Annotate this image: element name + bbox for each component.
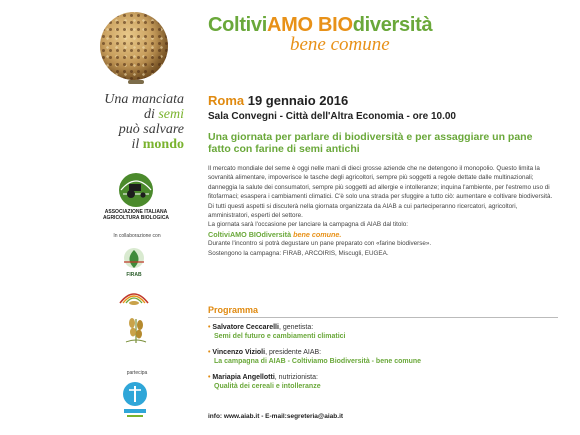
tagline-seed: semi <box>158 107 184 122</box>
tagline-line-3: può salvare <box>118 122 184 137</box>
tagline <box>74 92 184 152</box>
miscugli-logo <box>122 313 150 345</box>
paragraph-3: La giornata sarà l'occasione per lanciare la campagna di AIAB dal titolo: <box>208 221 409 229</box>
collaboration-label: In collaborazione con <box>113 233 161 239</box>
aiab-name-line-2: AGRICOLTURA BIOLOGICA <box>102 215 170 221</box>
speaker-item <box>208 373 508 391</box>
title-part-3: BIO <box>312 14 353 36</box>
speaker-talk: Qualità dei cereali e intolleranze <box>214 383 321 390</box>
main-content <box>200 0 575 435</box>
firab-logo <box>118 246 150 272</box>
tagline-il: il <box>131 137 143 152</box>
tagline-di: di <box>143 107 159 122</box>
event-day: 19 gennaio 2016 <box>247 93 349 108</box>
campaign-subtitle: bene comune <box>290 34 390 55</box>
speaker-role: , genetista: <box>278 324 314 331</box>
paragraph-2: Di tutti questi aspetti si discuterà nella giornata organizzata da AIAB a cui parteciperanno ricercatori, agricoltori, amministratori, esperti del settore. <box>208 202 518 220</box>
speaker-item <box>208 348 508 366</box>
speaker-talk: Semi del futuro e cambiamenti climatici <box>214 333 346 340</box>
participates-label: partecipa <box>126 370 148 376</box>
tagline-world: mondo <box>142 137 184 152</box>
bullet-icon: • <box>208 374 211 381</box>
seed-texture <box>100 12 168 80</box>
campaign-call <box>208 230 560 239</box>
speaker-name: Vincenzo Vizioli <box>212 349 266 356</box>
aiab-name-line-1: ASSOCIAZIONE ITALIANA <box>104 209 168 215</box>
firab-label: FIRAB <box>126 272 142 278</box>
title-part-1: Coltivi <box>208 14 268 36</box>
bullet-icon: • <box>208 324 211 331</box>
speaker-item <box>208 323 508 341</box>
arcoiris-logo <box>116 285 152 307</box>
speaker-talk: La campagna di AIAB - Coltiviamo Biodiversità - bene comune <box>214 358 422 365</box>
campaign-call-italic: bene comune. <box>293 229 342 239</box>
speaker-name: Mariapia Angellotti <box>212 374 275 381</box>
paragraph-5: Sostengono la campagna: FIRAB, ARCOIRIS, Miscugli, EUGEA. <box>208 249 389 257</box>
left-column <box>0 0 185 435</box>
campaign-call-main: ColtiviAMO BIOdiversità <box>208 229 294 239</box>
aiab-tractor-logo <box>113 170 159 208</box>
event-venue: Sala Convegni - Città dell'Altra Economia - ore 10.00 <box>208 111 456 122</box>
speaker-name: Salvatore Ceccarelli <box>212 324 279 331</box>
speaker-role: , presidente AIAB: <box>265 349 322 356</box>
speaker-role: , nutrizionista: <box>274 374 318 381</box>
event-date <box>208 93 348 108</box>
tagline-line-4 <box>74 137 184 152</box>
title-part-4: diversità <box>352 14 433 36</box>
event-city: Roma <box>208 93 248 108</box>
paragraph-4: Durante l'incontro si potrà degustare un pane preparato con «farine biodiverse». <box>208 240 432 248</box>
eugea-logo <box>120 380 150 420</box>
contact-info: info: www.aiab.it - E-mail:segreteria@aiab.it <box>208 413 344 420</box>
globe-stand <box>128 80 144 84</box>
tagline-line-1: Una manciata <box>104 92 184 107</box>
paragraph-1: Il mercato mondiale del seme è oggi nelle mani di dieci grosse aziende che ne detengono il monopolio. Questo limita la sovranità alimentare, impoverisce le tasche degli agricoltori, sempre più soggetti a regole dettate dalle multinazionali; danneggia la salute dei consumatori, sempre più soggetti ad allergie e intolleranze; inquina l'ambiente, per l'estremo uso di fitofarmaci; esaspera i cambiamenti climatici. C'è solo una strada per sfuggire a tutto ciò: aumentare e coltivare biodiversità. <box>208 165 553 201</box>
event-headline: Una giornata per parlare di biodiversità e per assaggiare un pane fatto con farine di semi antichi <box>208 131 533 155</box>
title-part-2: AMO <box>267 14 313 36</box>
bullet-icon: • <box>208 349 211 356</box>
tagline-line-2 <box>74 107 184 122</box>
program-divider <box>208 317 558 318</box>
aiab-name <box>100 209 172 221</box>
event-description <box>208 164 560 258</box>
program-title: Programma <box>208 305 259 315</box>
